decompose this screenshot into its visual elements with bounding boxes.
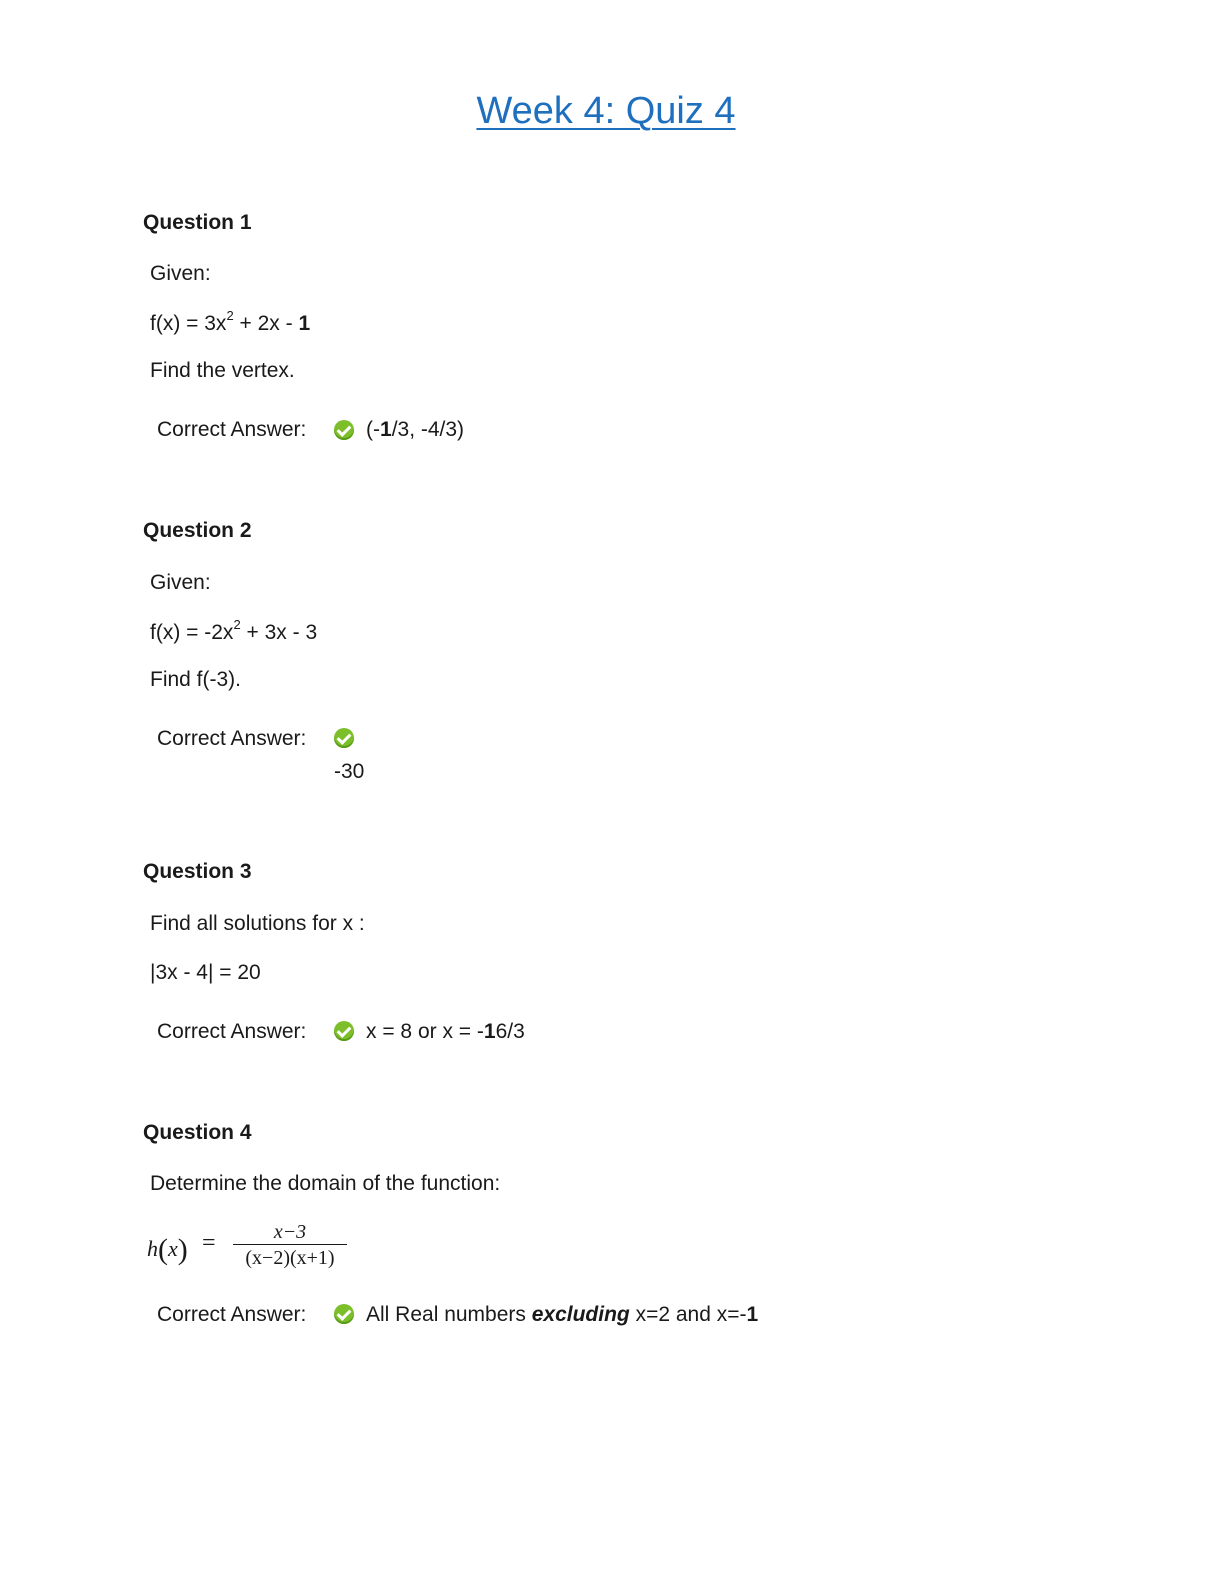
question-3-prompt: Find all solutions for x : [150,912,365,935]
question-3-heading: Question 3 [143,860,252,883]
question-1-heading: Question 1 [143,211,252,234]
check-icon [334,1304,354,1324]
question-1-answer-label: Correct Answer: [157,418,307,441]
question-1-prompt: Find the vertex. [150,359,295,382]
question-4-answer: All Real numbers excluding x=2 and x=-1 [366,1303,759,1326]
check-icon [334,1021,354,1041]
formula-denominator: (x−2)(x+1) [245,1247,335,1269]
question-2-given: Given: [150,571,211,594]
check-icon [334,420,354,440]
page-title: Week 4: Quiz 4 [476,90,736,132]
question-1-given: Given: [150,262,211,285]
question-1-function: $f(x) = 3x^2 + 2x - 1$ [150,308,311,335]
question-2-function: $f(x) = -2x^2 + 3x - 3$ [150,617,318,644]
formula-fraction [233,1222,347,1269]
question-4-heading: Question 4 [143,1121,252,1144]
question-1-answer: (-1/3, -4/3) [366,418,465,441]
question-3-equation: |3x - 4| = 20 [150,961,261,984]
question-4-prompt: Determine the domain of the function: [150,1172,501,1195]
question-2-prompt: Find f(-3). [150,668,242,691]
formula-numerator: x−3 [273,1221,307,1243]
question-2-answer: -30 [334,760,365,783]
question-2-heading: Question 2 [143,519,252,542]
question-3-answer-label: Correct Answer: [157,1020,307,1043]
check-icon [334,728,354,748]
question-4-answer-label: Correct Answer: [157,1303,307,1326]
question-3-answer: x = 8 or x = -16/3 [366,1020,525,1043]
question-2-answer-label: Correct Answer: [157,727,307,750]
